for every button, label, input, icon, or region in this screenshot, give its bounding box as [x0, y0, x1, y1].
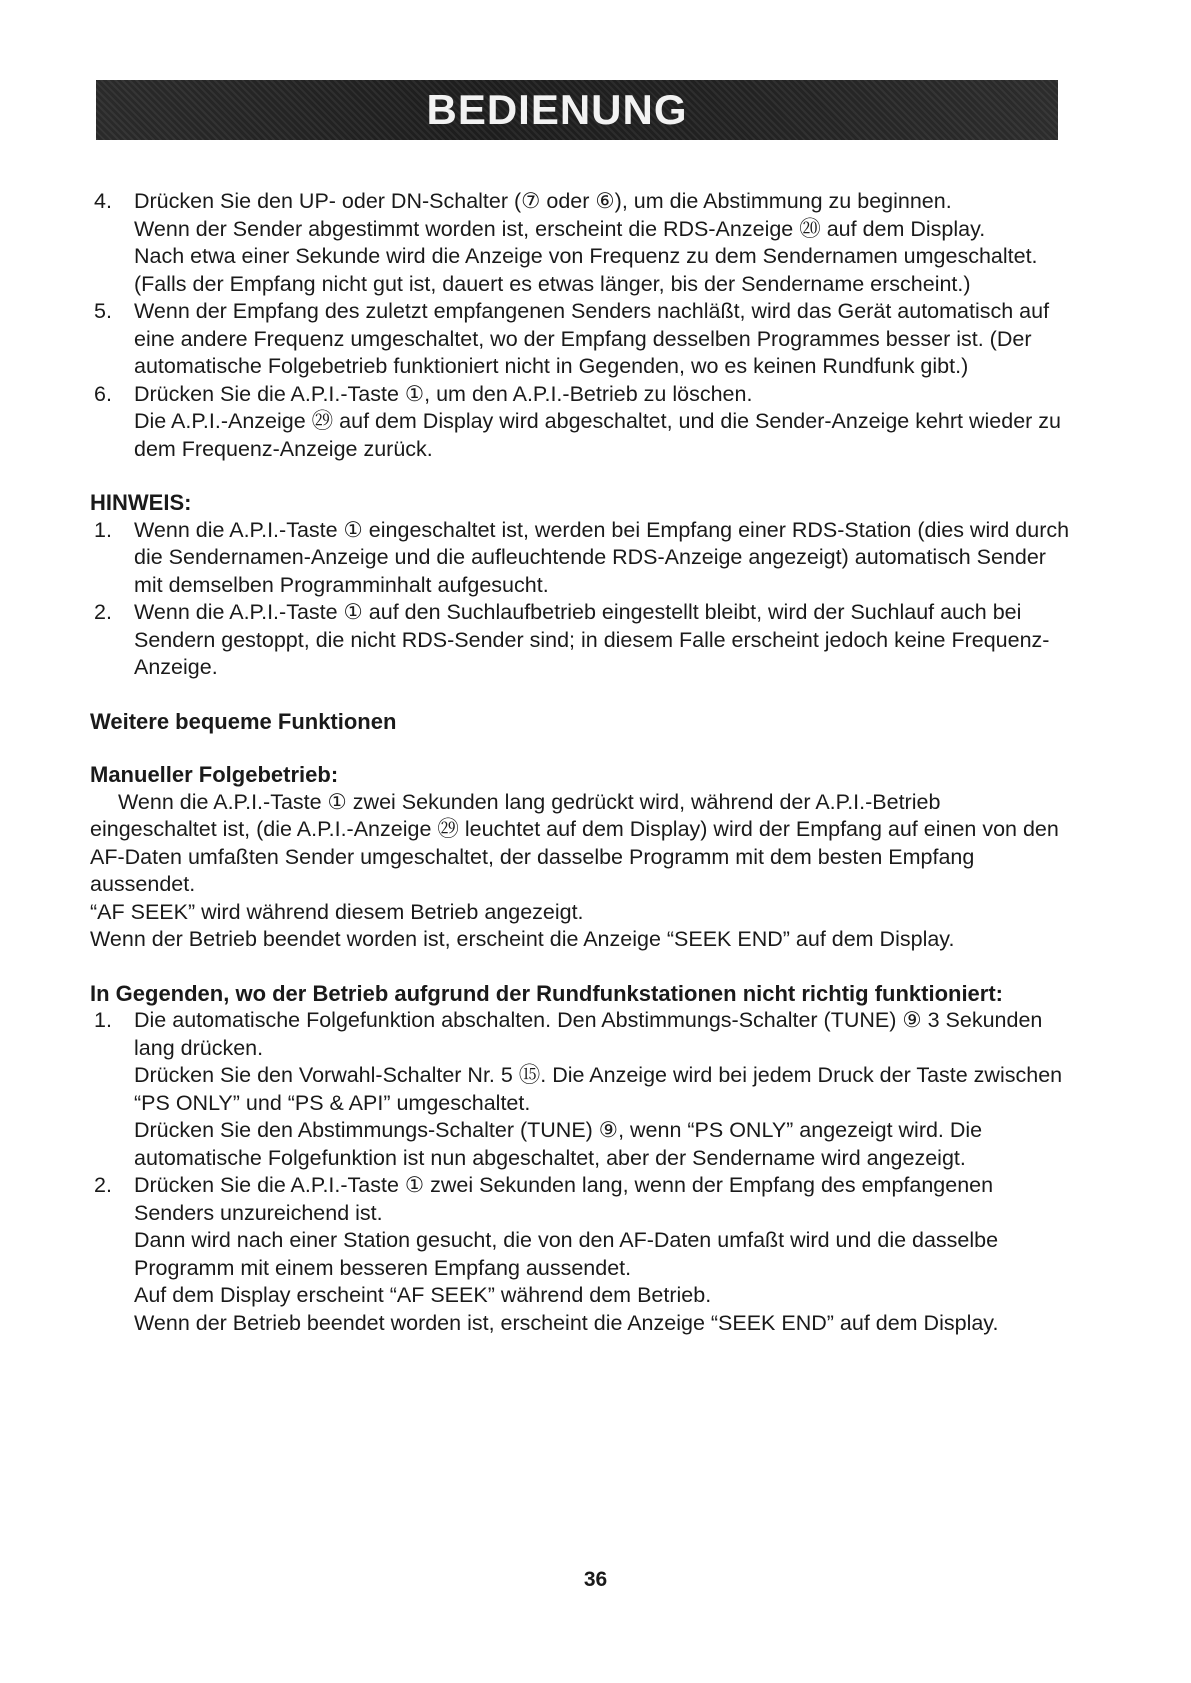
manueller-paragraph: Wenn die A.P.I.-Taste ① zwei Sekunden lang gedrückt wird, während der A.P.I.-Betrieb eingeschaltet ist, (die A.P.I.-Anzeige ㉙ leuchtet auf dem Display) wird der Empfang auf einen von den AF-Daten umfaßten Sender umgeschaltet, der dasselbe Programm mit dem besten Empfang aussendet. [90, 789, 1059, 896]
item-number: 2. [94, 600, 112, 624]
hinweis-list [90, 517, 1070, 682]
gegenden-section [90, 980, 1070, 1338]
list-item [90, 381, 1070, 464]
step-text: Die A.P.I.-Anzeige ㉙ auf dem Display wird abgeschaltet, und die Sender-Anzeige kehrt wieder zu dem Frequenz-Anzeige zurück. [134, 409, 1061, 461]
item-number: 2. [94, 1173, 112, 1197]
step-text: Wenn der Sender abgestimmt worden ist, erscheint die RDS-Anzeige ⑳ auf dem Display. [134, 216, 986, 241]
item-text: Wenn die A.P.I.-Taste ① eingeschaltet ist, werden bei Empfang einer RDS-Station (dies wird durch die Sendernamen-Anzeige und die aufleuchtende RDS-Anzeige angezeigt) automatisch Sender mit demselben Programminhalt aufgesucht. [134, 517, 1070, 597]
list-item [90, 1007, 1070, 1172]
hinweis-heading: HINWEIS: [90, 490, 192, 515]
item-text: Wenn die A.P.I.-Taste ① auf den Suchlaufbetrieb eingestellt bleibt, wird der Suchlauf auch bei Sendern gestoppt, die nicht RDS-Sender sind; in diesem Falle erscheint jedoch keine Frequenz-Anzeige. [134, 600, 1050, 679]
item-text: Wenn der Betrieb beendet worden ist, erscheint die Anzeige “SEEK END” auf dem Display. [134, 1310, 999, 1335]
step-number: 6. [94, 381, 112, 406]
weitere-heading: Weitere bequeme Funktionen [90, 708, 397, 734]
steps-list [90, 188, 1070, 463]
item-number: 1. [94, 517, 112, 542]
list-item [90, 298, 1070, 381]
list-item [90, 517, 1070, 600]
item-number: 1. [94, 1008, 112, 1032]
manueller-heading: Manueller Folgebetrieb: [90, 762, 339, 787]
hinweis-section [90, 489, 1070, 682]
page-title: BEDIENUNG [426, 86, 688, 133]
step-text: Wenn der Empfang des zuletzt empfangenen Senders nachläßt, wird das Gerät automatisch auf eine andere Frequenz umgeschaltet, wo der Empfang desselben Programmes besser ist. (Der automatische Folgebetrieb funktioniert nicht in Gegenden, wo es keinen Rundfunk gibt.) [134, 299, 1050, 378]
manueller-line: Wenn der Betrieb beendet worden ist, erscheint die Anzeige “SEEK END” auf dem Display. [90, 927, 955, 951]
step-text: Drücken Sie die A.P.I.-Taste ①, um den A.P.I.-Betrieb zu löschen. [134, 381, 753, 406]
item-text: Drücken Sie den Vorwahl-Schalter Nr. 5 ⑮. Die Anzeige wird bei jedem Druck der Taste zwischen “PS ONLY” und “PS & API” umgeschaltet. [134, 1063, 1063, 1115]
item-text: Auf dem Display erscheint “AF SEEK” während dem Betrieb. [134, 1283, 712, 1307]
item-text: Drücken Sie die A.P.I.-Taste ① zwei Sekunden lang, wenn der Empfang des empfangenen Senders unzureichend ist. [134, 1173, 994, 1225]
manueller-section [90, 761, 1070, 954]
step-number: 4. [94, 189, 112, 213]
manual-content [90, 188, 1070, 1337]
weitere-section [90, 708, 1070, 736]
item-text: Dann wird nach einer Station gesucht, die von den AF-Daten umfaßt wird und die dasselbe Programm mit einem besseren Empfang aussendet. [134, 1228, 999, 1280]
list-item [90, 1172, 1070, 1337]
step-text: Nach etwa einer Sekunde wird die Anzeige von Frequenz zu dem Sendernamen umgeschaltet. [134, 244, 1038, 268]
step-text: (Falls der Empfang nicht gut ist, dauert es etwas länger, bis der Sendername erscheint.) [134, 271, 971, 296]
header-banner [96, 80, 1058, 140]
page-number: 36 [583, 1568, 608, 1591]
step-text: Drücken Sie den UP- oder DN-Schalter (⑦ oder ⑥), um die Abstimmung zu beginnen. [134, 189, 952, 213]
list-item [90, 188, 1070, 298]
step-number: 5. [94, 299, 112, 323]
list-item [90, 599, 1070, 682]
item-text: Die automatische Folgefunktion abschalten. Den Abstimmungs-Schalter (TUNE) ⑨ 3 Sekunden lang drücken. [134, 1008, 1043, 1060]
gegenden-heading: In Gegenden, wo der Betrieb aufgrund der Rundfunkstationen nicht richtig funktioniert: [90, 980, 1004, 1006]
gegenden-list [90, 1007, 1070, 1337]
manueller-line: “AF SEEK” wird während diesem Betrieb angezeigt. [90, 899, 584, 924]
item-text: Drücken Sie den Abstimmungs-Schalter (TUNE) ⑨, wenn “PS ONLY” angezeigt wird. Die automatische Folgefunktion ist nun abgeschaltet, aber der Sendername wird angezeigt. [134, 1118, 983, 1170]
